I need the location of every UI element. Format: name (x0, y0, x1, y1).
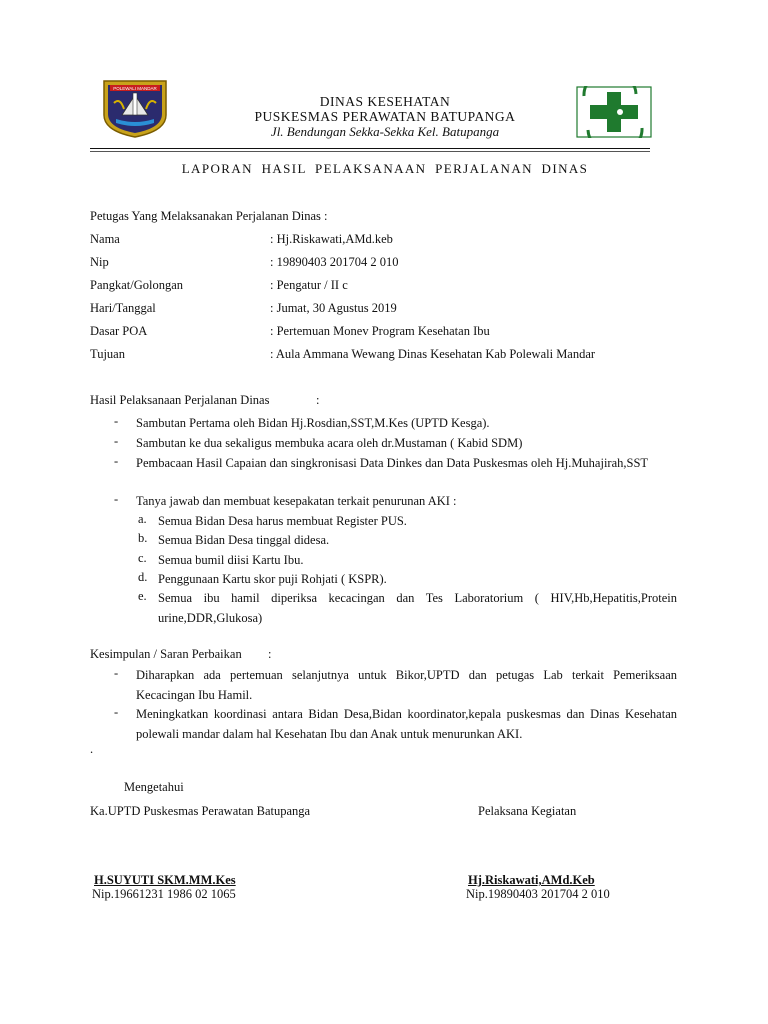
address: Jl. Bendungan Sekka-Sekka Kel. Batupanga (270, 124, 500, 139)
left-signature-title: Ka.UPTD Puskesmas Perawatan Batupanga (90, 804, 311, 818)
polewali-mandar-logo (100, 79, 170, 139)
kesimpulan-item: Meningkatkan koordinasi antara Bidan Desa,Bidan koordinator,kepala puskesmas dan Dinas Kesehatan polewali mandar dalam hal Kesehatan Ibu dan Anak untuk menurunkan AKI. (136, 707, 677, 741)
puskesmas-name: PUSKESMAS PERAWATAN BATUPANGA (254, 109, 516, 124)
field-label: Pangkat/Golongan (90, 278, 184, 292)
field-value: : Pengatur / II c (270, 278, 348, 292)
field-label: Nama (90, 232, 120, 246)
hasil-item: Tanya jawab dan membuat kesepakatan terkait penurunan AKI : (136, 494, 457, 508)
sub-letter: a. (138, 512, 147, 526)
field-value: : 19890403 201704 2 010 (270, 255, 399, 269)
document-title: LAPORAN HASIL PELAKSANAAN PERJALANAN DINAS (181, 161, 589, 176)
agency-name: DINAS KESEHATAN (319, 94, 451, 109)
sub-item: Semua bumil diisi Kartu Ibu. (158, 553, 304, 567)
bullet-dash: - (114, 414, 119, 428)
field-label: Nip (90, 255, 109, 269)
letterhead (180, 94, 590, 139)
sub-letter: b. (138, 531, 148, 545)
field-value: : Hj.Riskawati,AMd.keb (270, 232, 393, 246)
kesimpulan-item: Diharapkan ada pertemuan selanjutnya untuk Bikor,UPTD dan petugas Lab terkait Pemeriksaan Kecacingan Ibu Hamil. (136, 668, 677, 702)
sub-item: Semua Bidan Desa harus membuat Register PUS. (158, 514, 407, 528)
right-signatory-nip: Nip.19890403 201704 2 010 (466, 887, 610, 901)
intro-line: Petugas Yang Melaksanakan Perjalanan Dinas : (90, 209, 328, 223)
left-signatory-nip: Nip.19661231 1986 02 1065 (92, 887, 236, 901)
kesimpulan-heading: Kesimpulan / Saran Perbaikan (90, 647, 242, 661)
sub-item: Semua ibu hamil diperiksa kecacingan dan Tes Laboratorium ( HIV,Hb,Hepatitis,Protein urine,DDR,Glukosa) (158, 591, 677, 625)
right-signature-title: Pelaksana Kegiatan (478, 804, 577, 818)
hasil-item: Pembacaan Hasil Capaian dan singkronisasi Data Dinkes dan Data Puskesmas oleh Hj.Muhajirah,SST (136, 456, 649, 470)
bullet-dash: - (114, 705, 119, 719)
hasil-item: Sambutan Pertama oleh Bidan Hj.Rosdian,SST,M.Kes (UPTD Kesga). (136, 416, 490, 430)
field-value: : Pertemuan Monev Program Kesehatan Ibu (270, 324, 490, 338)
sub-letter: e. (138, 589, 147, 603)
field-label: Dasar POA (90, 324, 148, 338)
letterhead-rule (90, 148, 650, 149)
logo-left-text: POLEWALI MANDAR (113, 86, 157, 91)
sub-item: Penggunaan Kartu skor puji Rohjati ( KSPR). (158, 572, 387, 586)
mengetahui-label: Mengetahui (124, 780, 184, 794)
field-label: Tujuan (90, 347, 125, 361)
hasil-heading: Hasil Pelaksanaan Perjalanan Dinas (90, 393, 270, 407)
bullet-dash: - (114, 666, 119, 680)
health-cross-logo-icon (576, 86, 652, 138)
hasil-item: Sambutan ke dua sekaligus membuka acara oleh dr.Mustaman ( Kabid SDM) (136, 436, 523, 450)
bullet-dash: - (114, 492, 119, 506)
sub-letter: c. (138, 551, 147, 565)
left-signatory-name: H.SUYUTI SKM.MM.Kes (94, 873, 236, 887)
stray-dot: . (90, 742, 94, 756)
field-value: : Jumat, 30 Agustus 2019 (270, 301, 397, 315)
hasil-colon: : (316, 393, 320, 407)
field-label: Hari/Tanggal (90, 301, 156, 315)
sub-letter: d. (138, 570, 148, 584)
letterhead-rule-thin (90, 151, 650, 152)
right-signatory-name: Hj.Riskawati,AMd.Keb (468, 873, 595, 887)
field-value: : Aula Ammana Wewang Dinas Kesehatan Kab Polewali Mandar (270, 347, 596, 361)
sub-item: Semua Bidan Desa tinggal didesa. (158, 533, 330, 547)
bullet-dash: - (114, 434, 119, 448)
bullet-dash: - (114, 454, 119, 468)
kesimpulan-colon: : (268, 647, 272, 661)
